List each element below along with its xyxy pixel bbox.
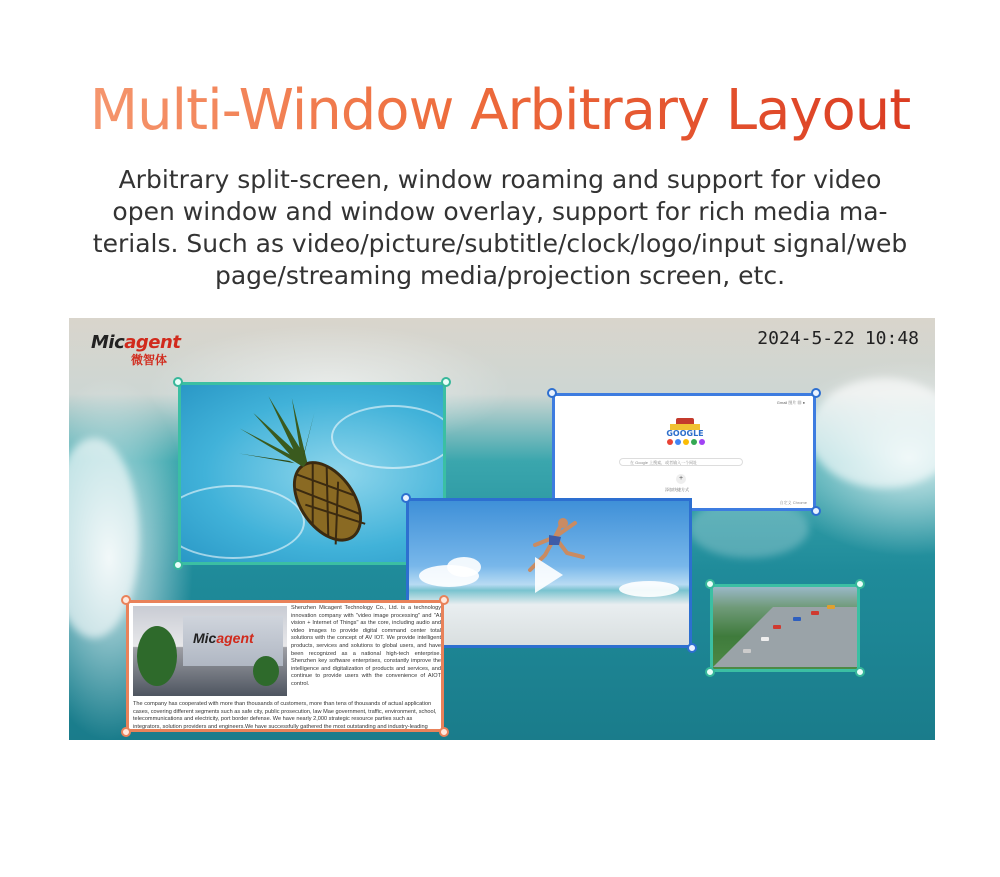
subtitle-line: Arbitrary split-screen, window roaming and support for video (118, 165, 882, 194)
wall-logo-suffix: agent (216, 630, 254, 646)
cloud (447, 557, 481, 577)
display-screen (69, 318, 935, 740)
streaming-window-traffic[interactable] (710, 584, 860, 672)
page-title: Multi-Window Arbitrary Layout (0, 78, 1000, 143)
browser-search-input[interactable]: 在 Google 上搜索，或者输入一个网址 (619, 458, 743, 466)
cloud (619, 581, 679, 597)
resize-handle[interactable] (439, 595, 449, 605)
vehicle (743, 649, 751, 653)
browser-topbar: Gmail 图片 ▦ ● (776, 400, 805, 405)
resize-handle[interactable] (439, 727, 449, 737)
web-page-window[interactable] (552, 393, 816, 511)
vehicle (793, 617, 801, 621)
office-photo (133, 606, 287, 696)
brand-logo (91, 332, 180, 368)
company-description: Shenzhen Micagent Technology Co., Ltd. is a technology innovation company with "video image processing" and "AI vision + Internet of Things" as the core, including audio and video images to provide digital command center total solutions with the concept of AV IOT. We provide intelligent products, services and solutions to global users, and have been recognized as a national high-tech enterprise. Shenzhen key software enterprises, constantly improve the intelligence and digitalization of products and services, and continue to provide users with the convenience of AIOT control. (291, 605, 441, 687)
wall-logo (193, 630, 254, 646)
resize-handle[interactable] (121, 595, 131, 605)
vehicle (827, 605, 835, 609)
wave-foam (809, 378, 935, 488)
resize-handle[interactable] (811, 388, 821, 398)
plant (137, 626, 177, 686)
doodle-text: GOOGLE (666, 429, 704, 438)
subtitle-line: page/streaming media/projection screen, etc. (214, 261, 786, 290)
resize-handle[interactable] (855, 667, 865, 677)
highway-road (713, 607, 860, 667)
subtitle-line: terials. Such as video/picture/subtitle/clock/logo/input signal/web (92, 229, 908, 258)
logo-suffix: agent (124, 332, 181, 353)
logo-wordmark (91, 332, 180, 353)
logo-chinese: 微智体 (131, 353, 168, 367)
company-intro-window[interactable] (126, 600, 444, 732)
subtitle-line: open window and window overlay, support for rich media ma- (112, 197, 888, 226)
clock-widget (757, 328, 919, 349)
resize-handle[interactable] (401, 493, 411, 503)
logo-prefix: Mic (91, 332, 125, 353)
vehicle (773, 625, 781, 629)
add-shortcut-label[interactable]: 添加快捷方式 (665, 487, 689, 492)
resize-handle[interactable] (173, 560, 183, 570)
resize-handle[interactable] (121, 727, 131, 737)
play-icon[interactable] (535, 557, 563, 593)
resize-handle[interactable] (687, 643, 697, 653)
resize-handle[interactable] (811, 506, 821, 516)
resize-handle[interactable] (705, 579, 715, 589)
vehicle (811, 611, 819, 615)
clock-date: 2024-5-22 (757, 328, 855, 349)
clock-time: 10:48 (864, 328, 919, 349)
company-cooperation-text: The company has cooperated with more than thousands of customers, more than tens of thousands of actual application cases, covering different segments such as safe city, public prosecution, law Mae government, traffic, environment, school, telecommunications and electricity, port border defense. We have nearly 2,000 strategic resource parties such as integrators, solution providers and engineers.We have successfully gathered the most outstanding and industry-leading (133, 701, 437, 730)
resize-handle[interactable] (547, 388, 557, 398)
resize-handle[interactable] (855, 579, 865, 589)
resize-handle[interactable] (705, 667, 715, 677)
video-window[interactable] (406, 498, 692, 648)
plant (253, 656, 279, 686)
google-doodle (662, 416, 708, 446)
wall-logo-prefix: Mic (193, 630, 217, 646)
vehicle (761, 637, 769, 641)
resize-handle[interactable] (173, 377, 183, 387)
resize-handle[interactable] (441, 377, 451, 387)
page-subtitle (70, 164, 930, 292)
customize-chrome-link[interactable]: 自定义 Chrome (779, 500, 807, 505)
add-shortcut-icon[interactable]: + (676, 474, 686, 484)
